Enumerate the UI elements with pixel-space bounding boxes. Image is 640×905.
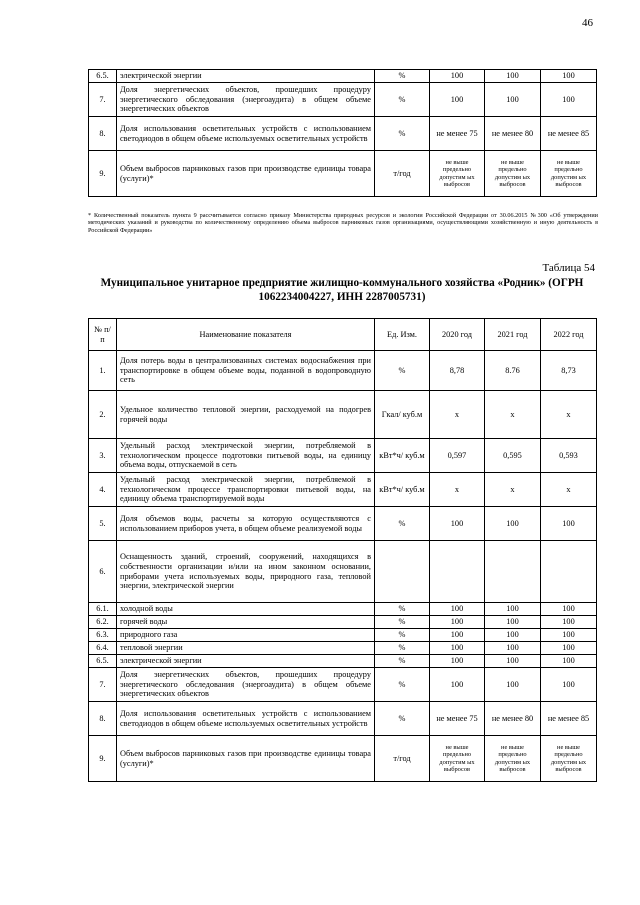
value-2022: 8,73 [541, 351, 597, 391]
table-row [89, 702, 597, 736]
value-2020: 100 [430, 507, 485, 541]
indicator-name: холодной воды [117, 603, 375, 616]
value-2020: 100 [430, 668, 485, 702]
table-row [89, 642, 597, 655]
header-2020: 2020 год [430, 319, 485, 351]
row-number: 6.2. [89, 616, 117, 629]
value-2021: 8.76 [485, 351, 541, 391]
indicator-name: Оснащенность зданий, строений, сооружений, находящихся в собственности организации и/или на ином законном основании, приборами учета используемых воды, природного газа, тепловой энергии, электрической энергии [117, 541, 375, 603]
row-number: 3. [89, 439, 117, 473]
indicator-name: Доля использования осветительных устройств с использованием светодиодов в общем объеме используемых осветительных устройств [117, 117, 375, 151]
value-2022: 100 [541, 642, 597, 655]
row-number: 4. [89, 473, 117, 507]
unit-cell: % [375, 70, 430, 83]
value-2021: не выше предельно допустим ых выбросов [485, 736, 541, 782]
value-2021: х [485, 473, 541, 507]
value-2020: не менее 75 [430, 117, 485, 151]
value-2022: 100 [541, 616, 597, 629]
value-2021: не выше предельно допустим ых выбросов [485, 151, 541, 197]
table-row [89, 655, 597, 668]
row-number: 6.3. [89, 629, 117, 642]
value-2021: 0,595 [485, 439, 541, 473]
value-2021: 100 [485, 616, 541, 629]
unit-cell: % [375, 117, 430, 151]
row-number: 9. [89, 151, 117, 197]
unit-cell: кВт*ч/ куб.м [375, 473, 430, 507]
table-row [89, 151, 597, 197]
indicator-name: Удельное количество тепловой энергии, расходуемой на подогрев горячей воды [117, 391, 375, 439]
unit-cell: Гкал/ куб.м [375, 391, 430, 439]
header-num: № п/п [89, 319, 117, 351]
indicator-name: Доля энергетических объектов, прошедших процедуру энергетического обследования (энергоаудита) в общем объеме энергетических объектов [117, 83, 375, 117]
indicator-name: тепловой энергии [117, 642, 375, 655]
value-2022: 100 [541, 70, 597, 83]
value-2020 [430, 541, 485, 603]
row-number: 9. [89, 736, 117, 782]
indicator-name: Объем выбросов парниковых газов при производстве единицы товара (услуги)* [117, 151, 375, 197]
indicator-name: Доля энергетических объектов, прошедших процедуру энергетического обследования (энергоаудита) в общем объеме энергетических объектов [117, 668, 375, 702]
table-row [89, 70, 597, 83]
row-number: 6.1. [89, 603, 117, 616]
indicator-name: электрической энергии [117, 70, 375, 83]
row-number: 6.5. [89, 70, 117, 83]
table-row [89, 541, 597, 603]
unit-cell: % [375, 507, 430, 541]
unit-cell: % [375, 642, 430, 655]
main-table [88, 318, 597, 782]
table-row [89, 117, 597, 151]
value-2021: х [485, 391, 541, 439]
value-2022: 0,593 [541, 439, 597, 473]
value-2020: х [430, 473, 485, 507]
value-2021: 100 [485, 70, 541, 83]
row-number: 6. [89, 541, 117, 603]
indicator-name: Объем выбросов парниковых газов при производстве единицы товара (услуги)* [117, 736, 375, 782]
value-2021: 100 [485, 642, 541, 655]
value-2021 [485, 541, 541, 603]
value-2020: 100 [430, 603, 485, 616]
unit-cell [375, 541, 430, 603]
page-number: 46 [582, 17, 593, 29]
value-2021: 100 [485, 655, 541, 668]
value-2020: 100 [430, 616, 485, 629]
value-2022: не менее 85 [541, 117, 597, 151]
row-number: 1. [89, 351, 117, 391]
value-2021: 100 [485, 668, 541, 702]
value-2022: 100 [541, 603, 597, 616]
unit-cell: т/год [375, 151, 430, 197]
row-number: 2. [89, 391, 117, 439]
table-row [89, 507, 597, 541]
table-row [89, 439, 597, 473]
row-number: 7. [89, 668, 117, 702]
org-title: Муниципальное унитарное предприятие жилищно-коммунального хозяйства «Родник» (ОГРН 1062234004227, ИНН 2287005731) [100, 277, 584, 303]
indicator-name: Доля потерь воды в централизованных системах водоснабжения при транспортировке в общем объеме воды, поданной в водопроводную сеть [117, 351, 375, 391]
value-2020: не менее 75 [430, 702, 485, 736]
value-2022 [541, 541, 597, 603]
table-row [89, 668, 597, 702]
indicator-name: Доля объемов воды, расчеты за которую осуществляются с использованием приборов учета, в общем объеме реализуемой воды [117, 507, 375, 541]
indicator-name: Удельный расход электрической энергии, потребляемой в технологическом процессе транспортировки питьевой воды, на единицу объема транспортируемой воды [117, 473, 375, 507]
row-number: 8. [89, 117, 117, 151]
value-2022: не выше предельно допустим ых выбросов [541, 151, 597, 197]
value-2020: не выше предельно допустим ых выбросов [430, 736, 485, 782]
value-2022: 100 [541, 655, 597, 668]
indicator-name: электрической энергии [117, 655, 375, 668]
indicator-name: природного газа [117, 629, 375, 642]
top-table [88, 69, 597, 197]
row-number: 8. [89, 702, 117, 736]
unit-cell: т/год [375, 736, 430, 782]
value-2020: 8,78 [430, 351, 485, 391]
header-name: Наименование показателя [117, 319, 375, 351]
value-2021: 100 [485, 507, 541, 541]
table-row [89, 351, 597, 391]
indicator-name: Удельный расход электрической энергии, потребляемой в технологическом процессе подготовки питьевой воды, на единицу объема воды, отпускаемой в сеть [117, 439, 375, 473]
indicator-name: горячей воды [117, 616, 375, 629]
table-row [89, 736, 597, 782]
unit-cell: % [375, 629, 430, 642]
table-row [89, 83, 597, 117]
unit-cell: % [375, 668, 430, 702]
value-2020: не выше предельно допустим ых выбросов [430, 151, 485, 197]
value-2022: не выше предельно допустим ых выбросов [541, 736, 597, 782]
row-number: 6.5. [89, 655, 117, 668]
value-2020: 100 [430, 70, 485, 83]
row-number: 5. [89, 507, 117, 541]
value-2022: 100 [541, 668, 597, 702]
value-2022: х [541, 391, 597, 439]
unit-cell: % [375, 83, 430, 117]
value-2022: х [541, 473, 597, 507]
value-2021: 100 [485, 83, 541, 117]
value-2021: 100 [485, 603, 541, 616]
header-row [89, 319, 597, 351]
value-2022: 100 [541, 83, 597, 117]
indicator-name: Доля использования осветительных устройств с использованием светодиодов в общем объеме используемых осветительных устройств [117, 702, 375, 736]
unit-cell: кВт*ч/ куб.м [375, 439, 430, 473]
value-2020: 100 [430, 642, 485, 655]
header-unit: Ед. Изм. [375, 319, 430, 351]
table-row [89, 616, 597, 629]
value-2021: не менее 80 [485, 117, 541, 151]
unit-cell: % [375, 603, 430, 616]
header-2022: 2022 год [541, 319, 597, 351]
table-row [89, 473, 597, 507]
footnote: * Количественный показатель пункта 9 рассчитывается согласно приказу Министерства природных ресурсов и экологии Российской Федерации от 30.06.2015 №300 «Об утверждении методических указаний и руководства по количественному определению объема выбросов парниковых газов организациями, осуществляющими хозяйственную и иную деятельность в Российской Федерации» [88, 212, 598, 234]
value-2020: 100 [430, 655, 485, 668]
value-2021: не менее 80 [485, 702, 541, 736]
table-row [89, 603, 597, 616]
value-2020: 100 [430, 629, 485, 642]
value-2022: 100 [541, 507, 597, 541]
table-row [89, 391, 597, 439]
value-2020: 0,597 [430, 439, 485, 473]
unit-cell: % [375, 655, 430, 668]
value-2020: 100 [430, 83, 485, 117]
value-2022: 100 [541, 629, 597, 642]
value-2022: не менее 85 [541, 702, 597, 736]
row-number: 6.4. [89, 642, 117, 655]
value-2021: 100 [485, 629, 541, 642]
value-2020: х [430, 391, 485, 439]
row-number: 7. [89, 83, 117, 117]
unit-cell: % [375, 351, 430, 391]
unit-cell: % [375, 702, 430, 736]
unit-cell: % [375, 616, 430, 629]
table-row [89, 629, 597, 642]
header-2021: 2021 год [485, 319, 541, 351]
table-label: Таблица 54 [542, 262, 595, 274]
main-table-body [89, 351, 597, 782]
